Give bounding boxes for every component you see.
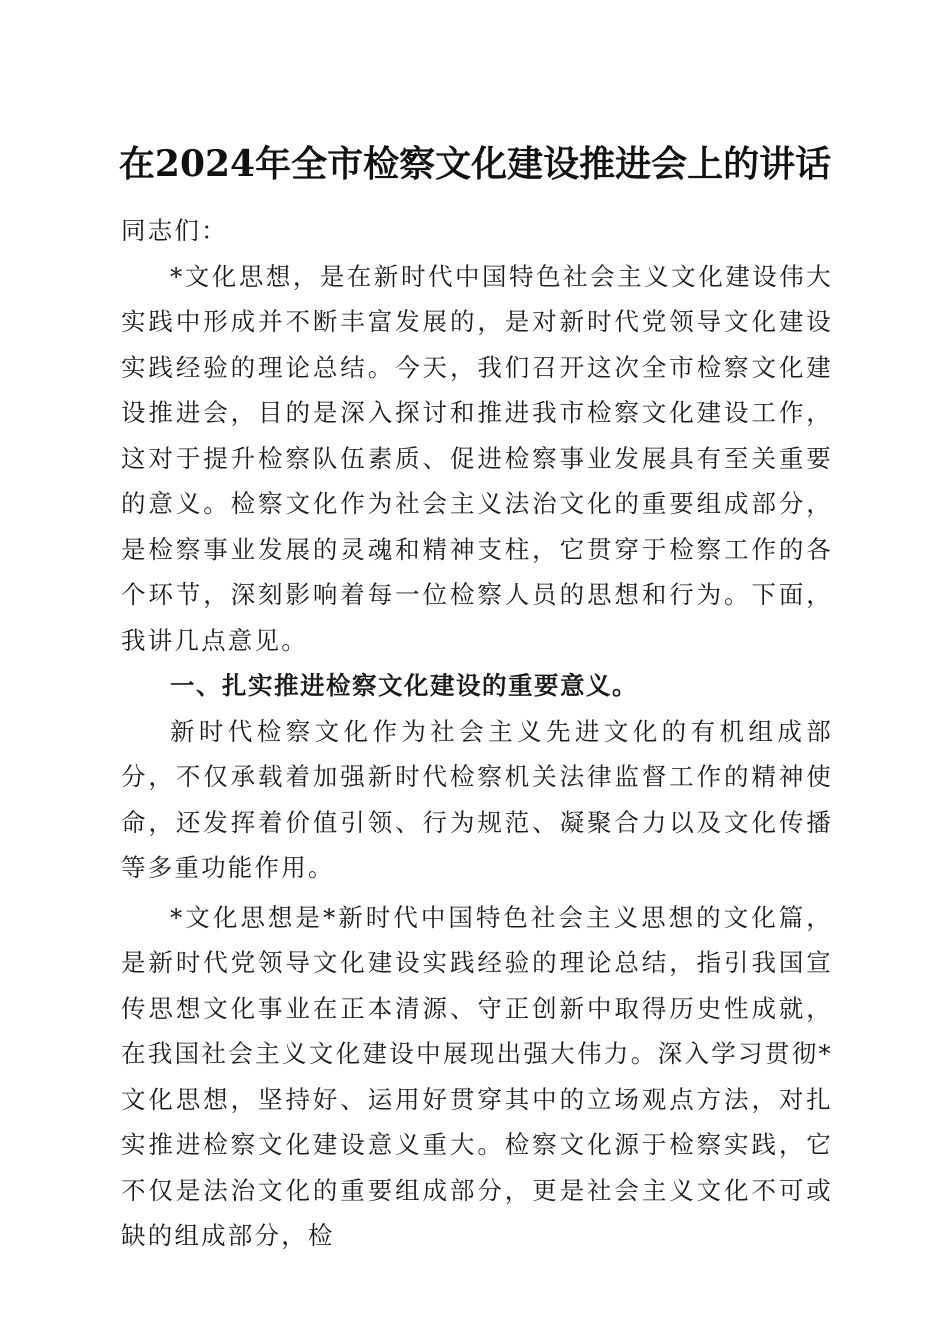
document-body xyxy=(121,208,833,1259)
salutation: 同志们： xyxy=(121,216,228,245)
document-title: 在2024年全市检察文化建设推进会上的讲话 xyxy=(118,143,832,185)
paragraph-2: 新时代检察文化作为社会主义先进文化的有机组成部分，不仅承载着加强新时代检察机关法律监督工作的精神使命，还发挥着价值引领、行为规范、凝聚合力以及文化传播等多重功能作用。 xyxy=(121,716,833,882)
paragraph-3: *文化思想是*新时代中国特色社会主义思想的文化篇，是新时代党领导文化建设实践经验的理论总结，指引我国宣传思想文化事业在正本清源、守正创新中取得历史性成就，在我国社会主义文化建设中展现出强大伟力。深入学习贯彻*文化思想，坚持好、运用好贯穿其中的立场观点方法，对扎实推进检察文化建设意义重大。检察文化源于检察实践，它不仅是法治文化的重要组成部分，更是社会主义文化不可或缺的组成部分，检 xyxy=(121,902,833,1250)
paragraph-1: *文化思想，是在新时代中国特色社会主义文化建设伟大实践中形成并不断丰富发展的，是对新时代党领导文化建设实践经验的理论总结。今天，我们召开这次全市检察文化建设推进会，目的是深入探讨和推进我市检察文化建设工作，这对于提升检察队伍素质、促进检察事业发展具有至关重要的意义。检察文化作为社会主义法治文化的重要组成部分，是检察事业发展的灵魂和精神支柱，它贯穿于检察工作的各个环节，深刻影响着每一位检察人员的思想和行为。下面，我讲几点意见。 xyxy=(121,261,833,655)
section-heading-1: 一、扎实推进检察文化建设的重要意义。 xyxy=(170,671,638,700)
